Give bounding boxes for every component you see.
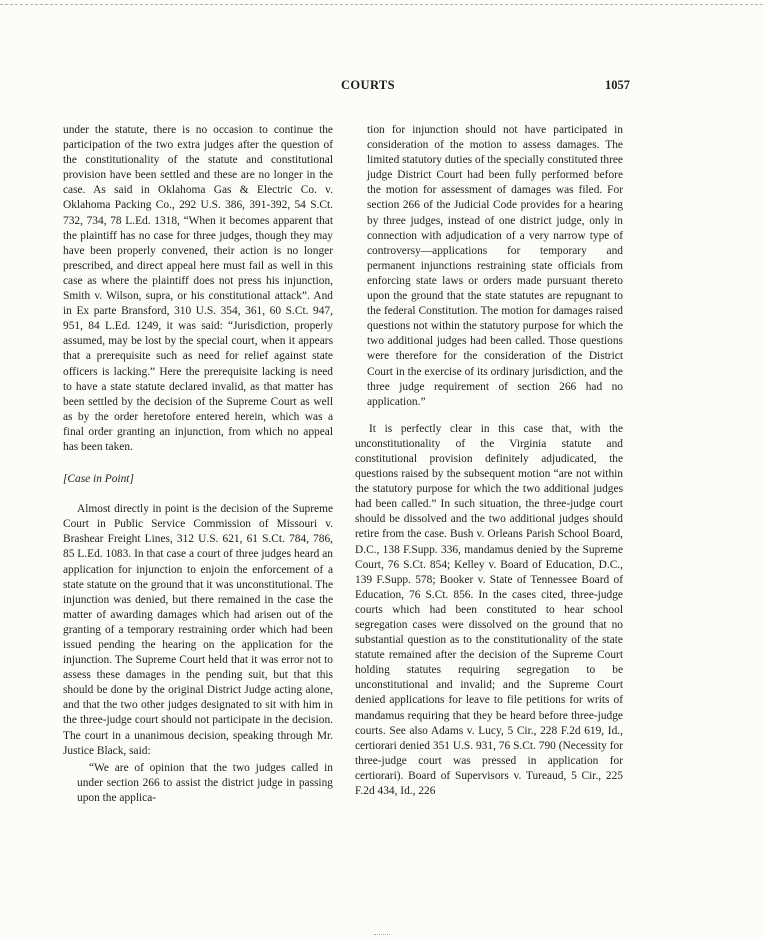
paragraph-continuation: under the statute, there is no occasion to continue the participation of the two extra judges after the question of the constitutionality of the statute and constitutional provision have been settled and these are no longer in the case. As said in Oklahoma Gas & Electric Co. v. Oklahoma Packing Co., 292 U.S. 386, 391-392, 54 S.Ct. 732, 734, 78 L.Ed. 1318, “When it becomes apparent that the plaintiff has no case for three judges, though they may have been properly convened, their action is no longer prescribed, and direct appeal here must fail as well in this case as where the plaintiff does not press his injunction, Smith v. Wilson, supra, or his constitutional attack”. And in Ex parte Bransford, 310 U.S. 354, 361, 60 S.Ct. 947, 951, 84 L.Ed. 1249, it was said: “Jurisdiction, properly assumed, may be lost by the special court, when it appears that a prerequisite such as need for relief against state officers is lacking.” Here the prerequisite lacking is need to have a state statute declared invalid, as that matter has been settled by the decision of the Supreme Court as well as by the order heretofore entered herein, which was a final order granting an injunction, from which no appeal has been taken. bbox=[63, 124, 333, 453]
top-dashed-rule bbox=[0, 4, 763, 5]
block-quote-start: “We are of opinion that the two judges called in under section 266 to assist the district judge in passing upon the applica- bbox=[77, 761, 333, 804]
right-column bbox=[355, 123, 623, 799]
footer-mark bbox=[374, 934, 390, 935]
paragraph-analysis: It is perfectly clear in this case that, with the unconstitutionality of the Virginia statute and constitutional provision definitely adjudicated, the questions raised by the subsequent motion “are not within the statutory purpose for which the two additional judges had been called.” In such situation, the three-judge court should be dissolved and the two additional judges should retire from the case. Bush v. Orleans Parish School Board, D.C., 138 F.Supp. 336, mandamus denied by the Supreme Court, 76 S.Ct. 854; Kelley v. Board of Education, D.C., 139 F.Supp. 578; Booker v. State of Tennessee Board of Education, 76 S.Ct. 856. In the cases cited, three-judge courts which had been constituted to hear school segregation cases were dissolved on the ground that no substantial question as to the constitutionality of the state statute remained after the decision of the Supreme Court holding statutes requiring segregation to be unconstitutional and invalid; and the Supreme Court denied applications for leave to file petitions for writs of mandamus requiring that they be heard before three-judge courts. See also Adams v. Lucy, 5 Cir., 228 F.2d 619, Id., certiorari denied 351 U.S. 931, 76 S.Ct. 790 (Necessity for three-judge court was pressed in application for certiorari). Board of Supervisors v. Tureaud, 5 Cir., 225 F.2d 434, Id., 226 bbox=[355, 422, 623, 798]
paragraph-case-in-point: Almost directly in point is the decision of the Supreme Court in Public Service Commission of Missouri v. Brashear Freight Lines, 312 U.S. 621, 61 S.Ct. 784, 786, 85 L.Ed. 1083. In that case a court of three judges heard an application for injunction to enjoin the enforcement of a state statute on the ground that it was unconstitutional. The injunction was denied, but there remained in the case the matter of awarding damages which had arisen out of the granting of a temporary restraining order which had been issued pending the hearing on the application for the injunction. The Supreme Court held that it was error not to assess these damages in the pending suit, but that this should be done by the original District Judge acting alone, and that the two other judges designated to sit with him in the three-judge court should not participate in the decision. The court in a unanimous decision, speaking through Mr. Justice Black, said: bbox=[63, 503, 333, 757]
section-heading: [Case in Point] bbox=[63, 473, 134, 486]
block-quote-continuation: tion for injunction should not have participated in consideration of the motion to assess damages. The limited statutory duties of the specially constituted three judge District Court had been fully performed before the motion for assessment of damages was filed. For section 266 of the Judicial Code provides for a hearing by three judges, instead of one district judge, only in connection with adjudication of a very narrow type of controversy—applications for temporary and permanent injunctions restraining state officials from enforcing state laws or orders made pursuant thereto upon the ground that the state statutes are repugnant to the federal Constitution. The motion for damages raised questions not within the statutory purpose for which the two additional judges had been called. Those questions were therefore for the consideration of the District Court in the exercise of its ordinary jurisdiction, and the three judge requirement of section 266 had no application.” bbox=[367, 124, 623, 408]
left-column bbox=[63, 123, 333, 806]
page-number: 1057 bbox=[605, 78, 630, 92]
running-header-title: COURTS bbox=[340, 78, 396, 92]
